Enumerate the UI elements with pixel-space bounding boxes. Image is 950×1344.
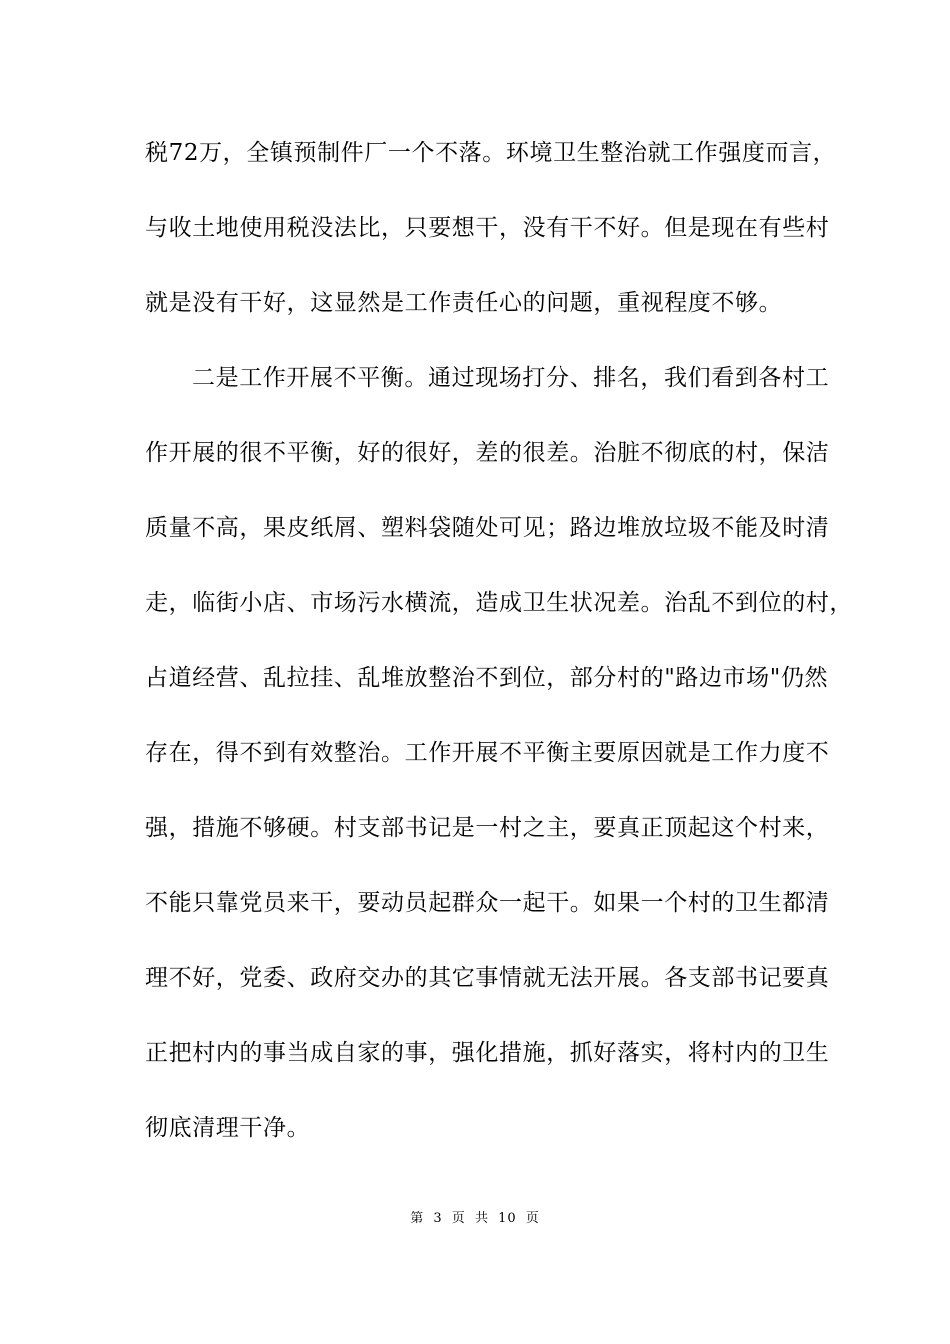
footer-page-word: 页 [451,1211,466,1226]
text-line: 占道经营、乱拉挂、乱堆放整治不到位，部分村的"路边市场"仍然 [145,665,829,691]
footer-prefix: 第 [410,1211,425,1226]
text-line: 作开展的很不平衡，好的很好，差的很差。治脏不彻底的村，保洁 [145,440,830,466]
text-line: 税72万，全镇预制件厂一个不落。环境卫生整治就工作强度而言， [145,140,837,166]
text-line: 强，措施不够硬。村支部书记是一村之主，要真正顶起这个村来， [145,815,830,841]
footer-total-word: 共 [474,1211,489,1226]
page-footer [0,1210,950,1228]
text-line: 存在，得不到有效整治。工作开展不平衡主要原因就是工作力度不 [145,740,830,766]
text-line: 彻底清理干净。 [145,1115,311,1141]
paragraph-first-line: 二是工作开展不平衡。通过现场打分、排名，我们看到各村工 [192,365,830,391]
text-line: 就是没有干好，这显然是工作责任心的问题，重视程度不够。 [145,290,783,316]
text-line: 质量不高，果皮纸屑、塑料袋随处可见；路边堆放垃圾不能及时清 [145,515,830,541]
total-pages-number: 10 [498,1211,517,1226]
text-line: 走，临街小店、市场污水横流，造成卫生状况差。治乱不到位的村， [145,590,853,616]
current-page-number: 3 [433,1211,443,1226]
footer-suffix: 页 [525,1211,540,1226]
text-line: 与收土地使用税没法比，只要想干，没有干不好。但是现在有些村 [145,215,830,241]
text-line: 正把村内的事当成自家的事，强化措施，抓好落实，将村内的卫生 [145,1040,830,1066]
text-line: 不能只靠党员来干，要动员起群众一起干。如果一个村的卫生都清 [145,890,830,916]
text-line: 理不好，党委、政府交办的其它事情就无法开展。各支部书记要真 [145,965,830,991]
